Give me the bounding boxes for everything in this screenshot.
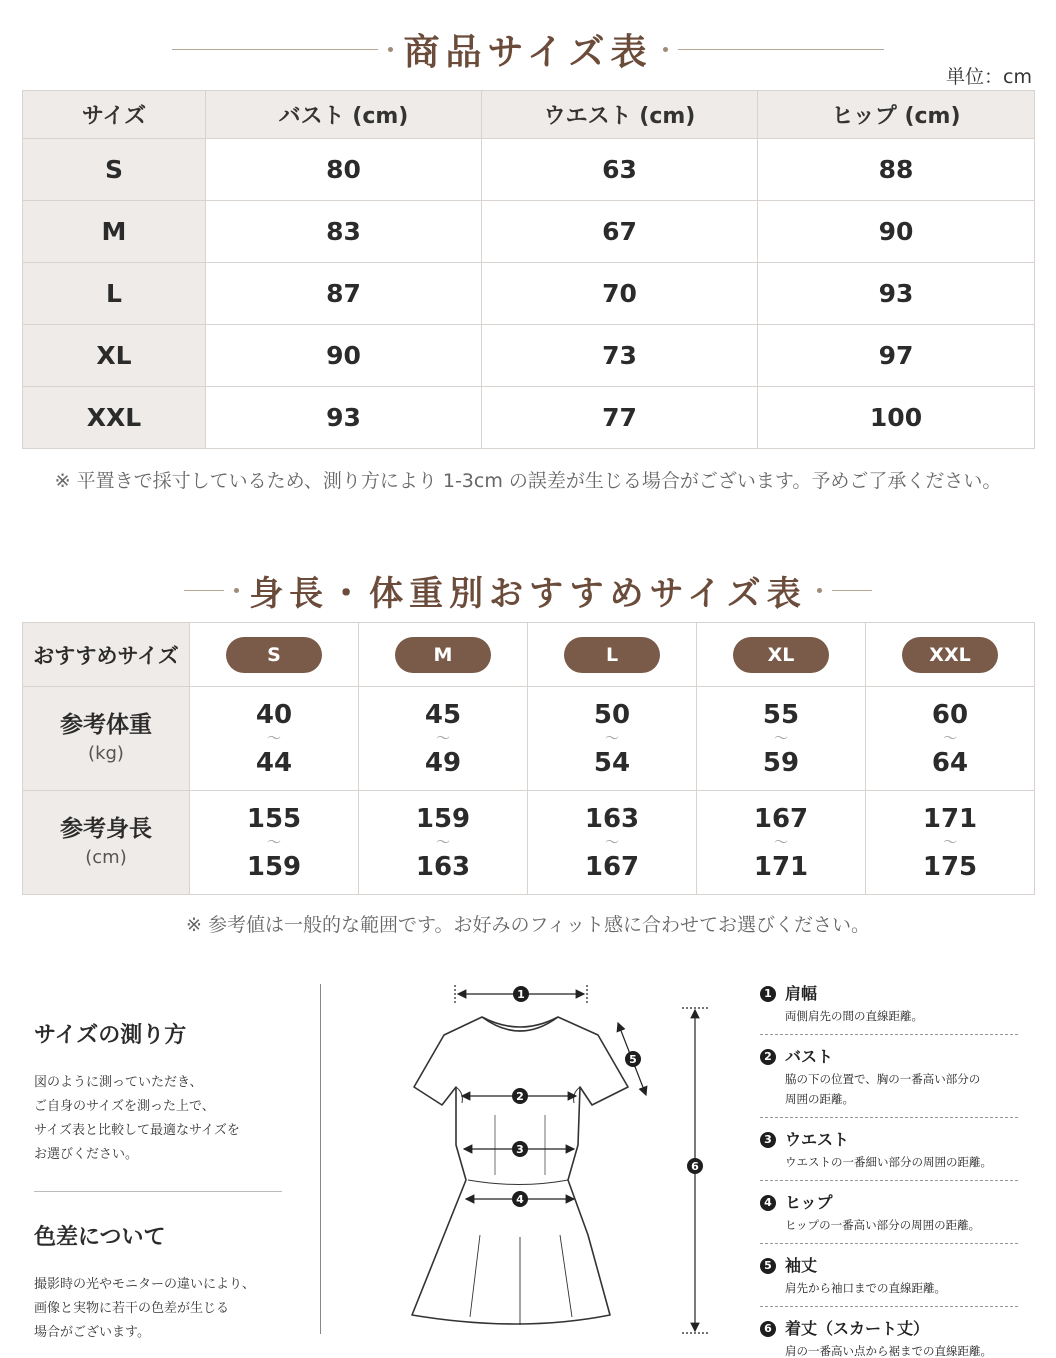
hip-cell: 97 bbox=[758, 325, 1035, 387]
marker-6-icon bbox=[687, 1158, 703, 1174]
waist-cell: 63 bbox=[482, 139, 758, 201]
color-note-title: 色差について bbox=[34, 1225, 166, 1250]
header-hip: ヒップ (cm) bbox=[758, 91, 1035, 139]
marker-3-icon bbox=[512, 1141, 528, 1157]
size-table bbox=[22, 90, 1035, 449]
tilde: ～ bbox=[436, 730, 450, 747]
measurement-legend bbox=[760, 982, 1018, 1358]
legend-desc: 両側肩先の間の直線距離。 bbox=[785, 1009, 923, 1023]
svg-text:3: 3 bbox=[516, 1143, 524, 1156]
howto-line: 図のように測っていただき、 bbox=[34, 1075, 203, 1090]
weight-range bbox=[866, 687, 1035, 791]
legend-desc: 脇の下の位置で、胸の一番高い部分の bbox=[785, 1072, 981, 1086]
header-size: サイズ bbox=[23, 91, 206, 139]
range-min: 167 bbox=[753, 803, 809, 834]
hip-cell: 93 bbox=[758, 263, 1035, 325]
range-max: 171 bbox=[753, 851, 809, 882]
tilde: ～ bbox=[267, 730, 281, 747]
info-column bbox=[34, 1018, 284, 1345]
tilde: ～ bbox=[774, 834, 788, 851]
title-line-left bbox=[184, 590, 224, 591]
size-pill: XL bbox=[733, 637, 829, 673]
hip-cell: 88 bbox=[758, 139, 1035, 201]
legend-item bbox=[760, 982, 1018, 1035]
bust-cell: 87 bbox=[206, 263, 482, 325]
range-max: 64 bbox=[931, 747, 969, 778]
tilde: ～ bbox=[605, 834, 619, 851]
legend-item bbox=[760, 1128, 1018, 1181]
size-cell: S bbox=[23, 139, 206, 201]
title-line-left bbox=[172, 49, 378, 50]
bust-cell: 93 bbox=[206, 387, 482, 449]
size-chart-title-row bbox=[0, 24, 1056, 75]
waist-cell: 70 bbox=[482, 263, 758, 325]
height-row bbox=[23, 791, 1035, 895]
range-max: 49 bbox=[424, 747, 462, 778]
tilde: ～ bbox=[943, 834, 957, 851]
range-min: 40 bbox=[255, 699, 293, 730]
weight-range bbox=[190, 687, 359, 791]
height-range bbox=[697, 791, 866, 895]
color-note-line: 撮影時の光やモニターの違いにより、 bbox=[34, 1277, 256, 1292]
height-range bbox=[866, 791, 1035, 895]
range-min: 171 bbox=[922, 803, 978, 834]
svg-text:4: 4 bbox=[516, 1193, 524, 1206]
vertical-divider bbox=[320, 984, 321, 1334]
legend-number-icon: 6 bbox=[760, 1321, 776, 1337]
howto-line: ご自身のサイズを測った上で、 bbox=[34, 1099, 215, 1114]
legend-title: ウエスト bbox=[785, 1130, 850, 1149]
recommend-size-row bbox=[23, 623, 1035, 687]
marker-5-icon bbox=[625, 1051, 641, 1067]
legend-number-icon: 5 bbox=[760, 1258, 776, 1274]
recommend-chart-note: ※ 参考値は一般的な範囲です。お好みのフィット感に合わせてお選びください。 bbox=[186, 914, 870, 936]
size-table-header bbox=[23, 91, 1035, 139]
legend-item bbox=[760, 1317, 1018, 1358]
table-row bbox=[23, 263, 1035, 325]
weight-range bbox=[359, 687, 528, 791]
range-max: 44 bbox=[255, 747, 293, 778]
bust-cell: 83 bbox=[206, 201, 482, 263]
tilde: ～ bbox=[605, 730, 619, 747]
howto-line: サイズ表と比較して最適なサイズを bbox=[34, 1123, 240, 1138]
height-range bbox=[528, 791, 697, 895]
title-dot-left bbox=[234, 588, 239, 593]
table-row bbox=[23, 387, 1035, 449]
weight-range bbox=[528, 687, 697, 791]
waist-cell: 77 bbox=[482, 387, 758, 449]
table-row bbox=[23, 201, 1035, 263]
svg-text:5: 5 bbox=[629, 1053, 637, 1066]
table-row bbox=[23, 325, 1035, 387]
size-pill: S bbox=[226, 637, 322, 673]
waist-cell: 73 bbox=[482, 325, 758, 387]
legend-item bbox=[760, 1045, 1018, 1118]
legend-number-icon: 1 bbox=[760, 986, 776, 1002]
tilde: ～ bbox=[436, 834, 450, 851]
range-min: 50 bbox=[593, 699, 631, 730]
howto-line: お選びください。 bbox=[34, 1147, 139, 1162]
tilde: ～ bbox=[774, 730, 788, 747]
range-max: 175 bbox=[922, 851, 978, 882]
unit-label: 単位：cm bbox=[946, 66, 1032, 88]
range-max: 167 bbox=[584, 851, 640, 882]
legend-title: 袖丈 bbox=[785, 1256, 818, 1275]
size-pill: XXL bbox=[902, 637, 998, 673]
size-pill: L bbox=[564, 637, 660, 673]
tilde: ～ bbox=[267, 834, 281, 851]
weight-label-cell bbox=[23, 687, 190, 791]
legend-desc: 周囲の距離。 bbox=[785, 1092, 854, 1106]
legend-desc: 肩の一番高い点から裾までの直線距離。 bbox=[785, 1344, 992, 1358]
legend-title: バスト bbox=[785, 1047, 834, 1066]
title-dot-left bbox=[388, 47, 393, 52]
height-range bbox=[190, 791, 359, 895]
legend-desc: ウエストの一番細い部分の周囲の距離。 bbox=[785, 1155, 992, 1169]
title-dot-right bbox=[663, 47, 668, 52]
size-chart-note: ※ 平置きで採寸しているため、測り方により 1-3cm の誤差が生じる場合がございます。予めご了承ください。 bbox=[54, 470, 1002, 492]
dress-measurement-diagram bbox=[400, 975, 730, 1340]
weight-label: 参考体重 bbox=[60, 711, 152, 738]
title-dot-right bbox=[817, 588, 822, 593]
size-cell: M bbox=[23, 201, 206, 263]
range-min: 55 bbox=[762, 699, 800, 730]
svg-text:6: 6 bbox=[691, 1160, 699, 1173]
tilde: ～ bbox=[943, 730, 957, 747]
bust-cell: 90 bbox=[206, 325, 482, 387]
hip-cell: 100 bbox=[758, 387, 1035, 449]
table-row bbox=[23, 139, 1035, 201]
waist-cell: 67 bbox=[482, 201, 758, 263]
legend-number-icon: 3 bbox=[760, 1132, 776, 1148]
size-cell: XXL bbox=[23, 387, 206, 449]
size-cell: L bbox=[23, 263, 206, 325]
header-waist: ウエスト (cm) bbox=[482, 91, 758, 139]
weight-range bbox=[697, 687, 866, 791]
legend-desc: 肩先から袖口までの直線距離。 bbox=[785, 1281, 946, 1295]
range-min: 163 bbox=[584, 803, 640, 834]
size-chart-title: 商品サイズ表 bbox=[403, 31, 653, 73]
size-cell: XL bbox=[23, 325, 206, 387]
height-unit: (cm) bbox=[85, 846, 127, 868]
height-range bbox=[359, 791, 528, 895]
range-max: 159 bbox=[246, 851, 302, 882]
height-label-cell bbox=[23, 791, 190, 895]
size-pill: M bbox=[395, 637, 491, 673]
marker-1-icon bbox=[513, 986, 529, 1002]
legend-desc: ヒップの一番高い部分の周囲の距離。 bbox=[785, 1218, 981, 1232]
weight-row bbox=[23, 687, 1035, 791]
legend-item bbox=[760, 1191, 1018, 1244]
legend-title: 肩幅 bbox=[785, 984, 818, 1003]
recommend-size-label: おすすめサイズ bbox=[23, 623, 190, 687]
range-max: 59 bbox=[762, 747, 800, 778]
howto-title: サイズの測り方 bbox=[34, 1023, 187, 1048]
legend-number-icon: 2 bbox=[760, 1049, 776, 1065]
recommend-title-row bbox=[0, 566, 1056, 615]
marker-2-icon bbox=[512, 1088, 528, 1104]
svg-text:2: 2 bbox=[516, 1090, 524, 1103]
range-min: 45 bbox=[424, 699, 462, 730]
range-max: 163 bbox=[415, 851, 471, 882]
range-min: 159 bbox=[415, 803, 471, 834]
marker-4-icon bbox=[512, 1191, 528, 1207]
range-min: 155 bbox=[246, 803, 302, 834]
recommend-chart-title: 身長・体重別おすすめサイズ表 bbox=[249, 574, 807, 614]
divider bbox=[34, 1191, 282, 1192]
legend-number-icon: 4 bbox=[760, 1195, 776, 1211]
weight-unit: (kg) bbox=[88, 742, 124, 764]
range-max: 54 bbox=[593, 747, 631, 778]
title-line-right bbox=[678, 49, 884, 50]
height-label: 参考身長 bbox=[60, 815, 152, 842]
svg-text:1: 1 bbox=[517, 988, 525, 1001]
recommend-table bbox=[22, 622, 1035, 895]
bust-cell: 80 bbox=[206, 139, 482, 201]
range-min: 60 bbox=[931, 699, 969, 730]
legend-title: 着丈（スカート丈） bbox=[785, 1319, 930, 1338]
legend-title: ヒップ bbox=[785, 1193, 833, 1212]
hip-cell: 90 bbox=[758, 201, 1035, 263]
color-note-line: 場合がございます。 bbox=[34, 1325, 150, 1340]
dress-outline-icon bbox=[412, 1017, 628, 1325]
legend-item bbox=[760, 1254, 1018, 1307]
color-note-line: 画像と実物に若干の色差が生じる bbox=[34, 1301, 230, 1316]
header-bust: バスト (cm) bbox=[206, 91, 482, 139]
title-line-right bbox=[832, 590, 872, 591]
